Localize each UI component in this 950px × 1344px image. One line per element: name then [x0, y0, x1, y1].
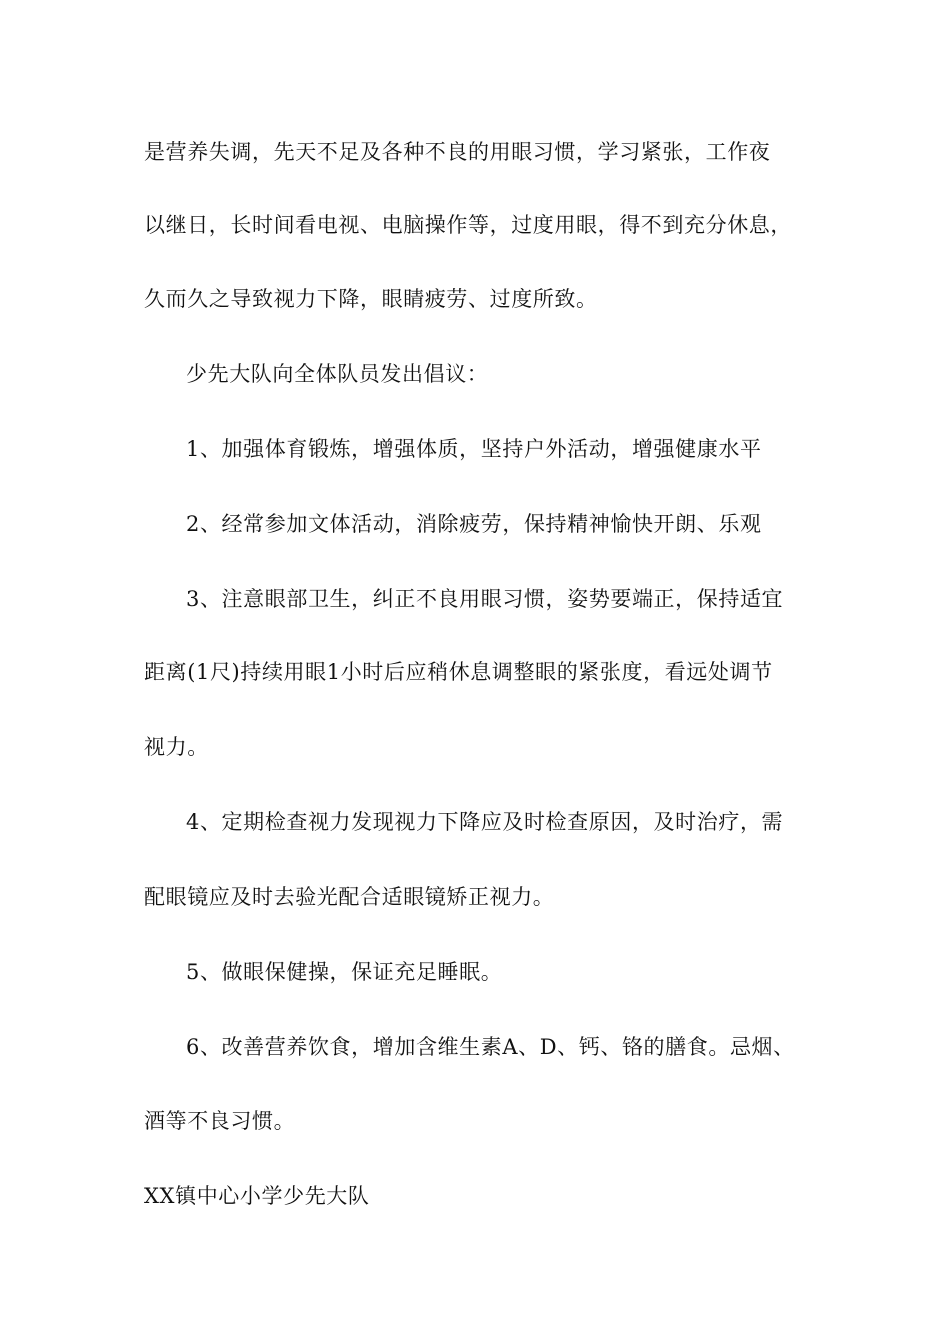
paragraph-line-1: 是营养失调，先天不足及各种不良的用眼习惯，学习紧张，工作夜	[144, 140, 771, 164]
proposal-item-2: 2、经常参加文体活动，消除疲劳，保持精神愉快开朗、乐观	[186, 512, 762, 536]
proposal-item-3-line-2: 距离(1尺)持续用眼1小时后应稍休息调整眼的紧张度，看远处调节	[144, 660, 773, 684]
paragraph-line-3: 久而久之导致视力下降，眼睛疲劳、过度所致。	[144, 287, 598, 311]
proposal-item-6-line-2: 酒等不良习惯。	[144, 1109, 296, 1133]
proposal-item-4-line-2: 配眼镜应及时去验光配合适眼镜矫正视力。	[144, 885, 555, 909]
proposal-item-3-line-3: 视力。	[144, 735, 209, 759]
proposal-heading: 少先大队向全体队员发出倡议：	[186, 362, 489, 386]
paragraph-line-2: 以继日，长时间看电视、电脑操作等，过度用眼，得不到充分休息，	[144, 213, 792, 237]
proposal-item-6-line-1: 6、改善营养饮食，增加含维生素A、D、钙、铬的膳食。忌烟、	[186, 1035, 795, 1059]
proposal-item-1: 1、加强体育锻炼，增强体质，坚持户外活动，增强健康水平	[186, 437, 762, 461]
proposal-item-3-line-1: 3、注意眼部卫生，纠正不良用眼习惯，姿势要端正，保持适宜	[186, 587, 784, 611]
proposal-item-5: 5、做眼保健操，保证充足睡眠。	[186, 960, 503, 984]
signature: XX镇中心小学少先大队	[144, 1184, 370, 1208]
proposal-item-4-line-1: 4、定期检查视力发现视力下降应及时检查原因，及时治疗，需	[186, 810, 784, 834]
